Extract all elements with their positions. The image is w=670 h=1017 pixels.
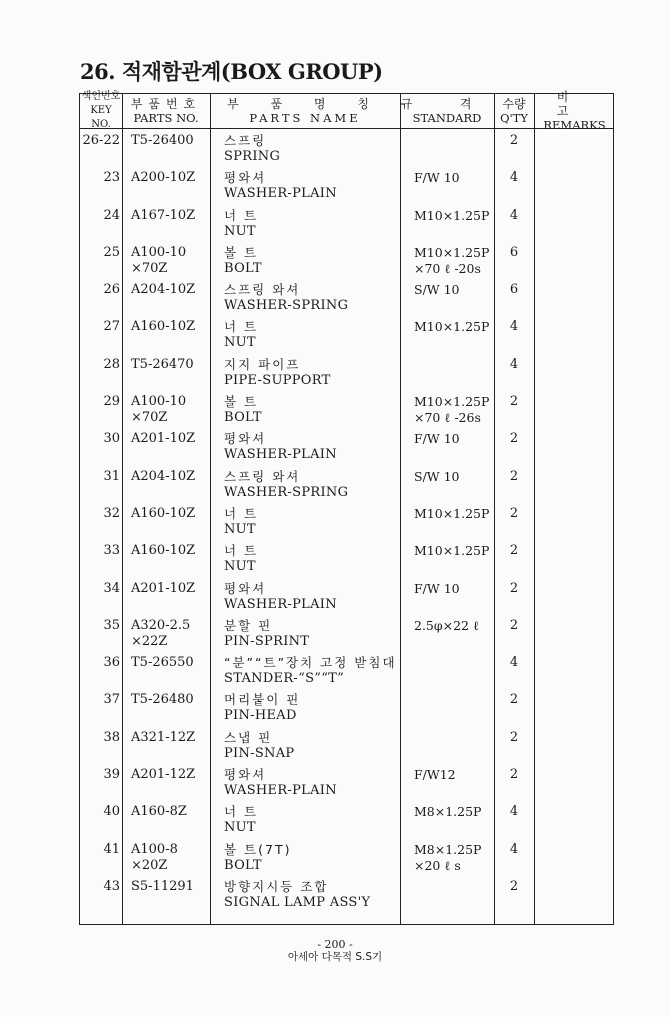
header-standard	[400, 94, 494, 128]
standard	[414, 506, 489, 522]
parts-name-ko: 스냅 핀	[224, 729, 273, 745]
key-no: 26	[103, 282, 120, 298]
parts-name-en: PIN-SNAP	[224, 745, 295, 761]
parts-no-line1: A167-10Z	[131, 207, 196, 223]
header-parts-no-ko: 부품번호	[130, 97, 202, 111]
parts-no-line1: T5-26400	[131, 133, 194, 148]
table-row	[80, 503, 613, 540]
header-key-no-ko: 색인번호	[81, 91, 121, 102]
parts-name-ko: 스프링	[224, 133, 267, 148]
parts-name-en: NUT	[224, 223, 256, 239]
table-row	[80, 354, 613, 391]
key-no: 37	[103, 692, 120, 708]
key-no: 30	[103, 431, 120, 447]
table-row	[80, 205, 613, 242]
parts-name	[224, 581, 337, 613]
quantity: 2	[509, 729, 519, 745]
parts-no-line1: A160-10Z	[131, 319, 196, 335]
table-row	[80, 316, 613, 353]
standard-line1: M8×1.25P	[414, 841, 482, 857]
standard-line1: S/W 10	[414, 282, 460, 298]
key-no: 32	[103, 505, 120, 521]
table-row	[80, 839, 613, 876]
page-footer	[0, 938, 670, 964]
standard-line1: M10×1.25P	[414, 505, 490, 521]
table-row	[80, 540, 613, 577]
parts-name	[224, 208, 258, 240]
parts-name-ko: 너 트	[224, 207, 259, 223]
parts-name-ko: 평와셔	[224, 170, 267, 186]
quantity: 2	[509, 133, 519, 148]
parts-name-en: PIN-SPRINT	[224, 633, 310, 649]
table-row	[80, 727, 613, 764]
parts-no	[131, 506, 195, 522]
parts-no	[131, 170, 195, 186]
header-standard-ko: 규 격	[400, 97, 494, 111]
parts-name-ko: “분”“트”장치 고정 받침대	[224, 655, 397, 671]
parts-name-ko: 스프링 와셔	[224, 468, 301, 484]
parts-name-ko: 지지 파이프	[224, 356, 301, 372]
parts-no	[131, 730, 195, 746]
quantity: 2	[509, 580, 519, 596]
header-key-no-en: KEY NO.	[90, 105, 112, 130]
parts-name-en: WASHER-PLAIN	[224, 186, 337, 202]
standard	[414, 842, 481, 874]
parts-name	[224, 133, 280, 165]
quantity: 2	[509, 431, 519, 447]
standard-line1: F/W 10	[414, 580, 460, 596]
parts-name	[224, 282, 348, 314]
parts-no-line1: A100-10	[131, 244, 187, 260]
parts-no	[131, 431, 195, 447]
parts-name-en: NUT	[224, 559, 256, 575]
header-parts-name-ko: 부 품 명 칭	[227, 97, 383, 111]
key-no: 29	[103, 394, 120, 410]
parts-no	[131, 842, 178, 874]
table-row	[80, 130, 613, 167]
parts-name-ko: 평와셔	[224, 431, 267, 447]
parts-name	[224, 431, 337, 463]
standard	[414, 804, 481, 820]
table-row	[80, 466, 613, 503]
parts-name-en: STANDER-“S”“T”	[224, 671, 345, 687]
key-no: 28	[103, 356, 120, 372]
key-no: 43	[103, 878, 120, 894]
table-row	[80, 652, 613, 689]
parts-name-ko: 스프링 와셔	[224, 282, 301, 298]
quantity: 6	[509, 282, 519, 298]
table-row	[80, 615, 613, 652]
parts-no-line1: A201-10Z	[131, 580, 196, 596]
parts-name	[224, 767, 337, 799]
parts-name-en: NUT	[224, 335, 256, 351]
standard	[414, 170, 460, 186]
parts-name	[224, 245, 262, 277]
parts-no	[131, 245, 186, 277]
parts-name	[224, 543, 258, 575]
header-parts-name-en: PARTS NAME	[249, 111, 361, 125]
parts-name-ko: 볼 트	[224, 244, 259, 260]
parts-no-line1: A201-10Z	[131, 431, 196, 447]
parts-no	[131, 469, 195, 485]
key-no: 36	[103, 655, 120, 671]
parts-no	[131, 804, 187, 820]
key-no: 35	[103, 617, 120, 633]
parts-name-en: PIPE-SUPPORT	[224, 372, 331, 388]
header-qty-ko: 수량	[502, 97, 526, 111]
standard-line1: F/W 10	[414, 431, 460, 447]
parts-name-en: BOLT	[224, 410, 262, 426]
parts-name-en: PIN-HEAD	[224, 708, 297, 724]
quantity: 2	[509, 617, 519, 633]
parts-no-line1: A160-10Z	[131, 543, 196, 559]
parts-name-ko: 평와셔	[224, 767, 267, 783]
header-qty-en: Q'TY	[500, 111, 528, 125]
parts-name-en: BOLT	[224, 260, 262, 276]
table-body	[80, 130, 613, 913]
parts-name	[224, 655, 397, 687]
parts-name-ko: 너 트	[224, 505, 259, 521]
parts-name-ko: 분할 핀	[224, 617, 273, 633]
parts-name-ko: 너 트	[224, 543, 259, 559]
parts-name-en: WASHER-SPRING	[224, 298, 349, 314]
table-row	[80, 578, 613, 615]
parts-name	[224, 357, 331, 389]
header-remarks-en: REMARKS	[543, 118, 606, 132]
parts-no	[131, 133, 194, 149]
key-no: 34	[103, 580, 120, 596]
parts-no-line2: ×22Z	[131, 633, 168, 649]
key-no: 33	[103, 543, 120, 559]
parts-name	[224, 469, 348, 501]
parts-name-en: BOLT	[224, 857, 262, 873]
quantity: 4	[509, 356, 519, 372]
parts-name-ko: 평와셔	[224, 580, 267, 596]
parts-no-line1: A204-10Z	[131, 468, 196, 484]
standard	[414, 394, 489, 426]
parts-no	[131, 655, 194, 671]
standard-line1: S/W 10	[414, 468, 460, 484]
parts-name	[224, 692, 300, 724]
standard-line1: F/W 10	[414, 170, 460, 186]
header-parts-name	[210, 94, 400, 128]
parts-name	[224, 170, 337, 202]
key-no: 26-22	[82, 133, 120, 148]
key-no: 27	[103, 319, 120, 335]
parts-name-ko: 너 트	[224, 804, 259, 820]
parts-no-line1: A100-8	[131, 841, 178, 857]
quantity: 4	[509, 655, 519, 671]
parts-no	[131, 357, 194, 373]
header-remarks-ko: 비 고	[556, 90, 593, 118]
quantity: 4	[509, 319, 519, 335]
parts-no-line2: ×70Z	[131, 410, 168, 426]
key-no: 25	[103, 244, 120, 260]
parts-name	[224, 319, 258, 351]
parts-name	[224, 842, 291, 874]
parts-name	[224, 394, 262, 426]
key-no: 38	[103, 729, 120, 745]
standard	[414, 543, 489, 559]
parts-no	[131, 282, 195, 298]
parts-table	[79, 90, 614, 925]
parts-no	[131, 692, 194, 708]
table-row	[80, 391, 613, 428]
table-row	[80, 764, 613, 801]
quantity: 2	[509, 394, 519, 410]
parts-no	[131, 879, 194, 895]
parts-name	[224, 879, 370, 911]
key-no: 40	[103, 804, 120, 820]
header-qty	[494, 94, 534, 128]
parts-no	[131, 543, 195, 559]
parts-name-ko: 머리붙이 핀	[224, 692, 301, 708]
parts-no-line1: T5-26550	[131, 655, 194, 671]
standard	[414, 581, 460, 597]
standard-line1: M10×1.25P	[414, 319, 490, 335]
parts-name	[224, 730, 294, 762]
parts-no-line1: A321-12Z	[131, 729, 196, 745]
page-number: - 200 -	[317, 938, 353, 951]
standard	[414, 431, 460, 447]
header-remarks	[534, 90, 615, 132]
parts-no-line1: A100-10	[131, 394, 187, 410]
parts-name-en: WASHER-PLAIN	[224, 783, 337, 799]
standard-line1: M10×1.25P	[414, 394, 490, 410]
parts-name-en: SPRING	[224, 149, 281, 164]
table-row	[80, 428, 613, 465]
parts-name-ko: 볼 트(7T)	[224, 841, 292, 857]
quantity: 2	[509, 767, 519, 783]
quantity: 6	[509, 244, 519, 260]
parts-no-line1: T5-26470	[131, 356, 194, 372]
header-parts-no-en: PARTS NO.	[133, 111, 199, 125]
header-key-no	[80, 91, 122, 130]
quantity: 2	[509, 878, 519, 894]
quantity: 2	[509, 505, 519, 521]
parts-no-line1: A201-12Z	[131, 767, 196, 783]
parts-no	[131, 618, 190, 650]
quantity: 2	[509, 468, 519, 484]
parts-name-ko: 볼 트	[224, 394, 259, 410]
parts-no	[131, 319, 195, 335]
quantity: 4	[509, 804, 519, 820]
parts-no-line2: ×70Z	[131, 260, 168, 276]
parts-no	[131, 394, 186, 426]
parts-name-en: WASHER-PLAIN	[224, 447, 337, 463]
parts-name-en: NUT	[224, 521, 256, 537]
parts-no	[131, 767, 195, 783]
parts-no-line1: A320-2.5	[131, 617, 191, 633]
key-no: 31	[103, 468, 120, 484]
table-row	[80, 242, 613, 279]
standard	[414, 319, 489, 335]
standard-line1: M10×1.25P	[414, 244, 490, 260]
quantity: 2	[509, 543, 519, 559]
parts-name	[224, 618, 309, 650]
standard-line2: ×70 ℓ -26s	[414, 410, 481, 426]
table-row	[80, 689, 613, 726]
parts-name-ko: 너 트	[224, 319, 259, 335]
key-no: 41	[103, 841, 120, 857]
parts-name-en: WASHER-PLAIN	[224, 596, 337, 612]
standard	[414, 208, 489, 224]
header-standard-en: STANDARD	[412, 111, 482, 125]
standard-line2: ×20 ℓ s	[414, 857, 461, 873]
standard-line2: ×70 ℓ -20s	[414, 260, 481, 276]
quantity: 4	[509, 207, 519, 223]
parts-name-en: SIGNAL LAMP ASS'Y	[224, 894, 371, 910]
table-row	[80, 167, 613, 204]
parts-no-line1: S5-11291	[131, 878, 194, 894]
key-no: 24	[103, 207, 120, 223]
parts-no-line1: T5-26480	[131, 692, 194, 708]
parts-name-en: NUT	[224, 820, 256, 836]
parts-name-en: WASHER-SPRING	[224, 484, 349, 500]
quantity: 4	[509, 170, 519, 186]
standard	[414, 245, 489, 277]
parts-no	[131, 581, 195, 597]
standard	[414, 282, 460, 298]
parts-name	[224, 804, 258, 836]
standard	[414, 767, 456, 783]
header-divider	[80, 128, 613, 129]
standard-line1: M10×1.25P	[414, 543, 490, 559]
quantity: 2	[509, 692, 519, 708]
parts-name-ko: 방향지시등 조합	[224, 878, 329, 894]
table-row	[80, 279, 613, 316]
standard-line1: M10×1.25P	[414, 207, 490, 223]
header-parts-no	[122, 94, 210, 128]
parts-no-line1: A200-10Z	[131, 170, 196, 186]
parts-name	[224, 506, 258, 538]
parts-no-line1: A160-10Z	[131, 505, 196, 521]
quantity: 4	[509, 841, 519, 857]
key-no: 39	[103, 767, 120, 783]
parts-no-line1: A204-10Z	[131, 282, 196, 298]
standard	[414, 469, 460, 485]
standard-line1: F/W12	[414, 767, 456, 783]
parts-no-line2: ×20Z	[131, 857, 168, 873]
table-row	[80, 876, 613, 913]
table-row	[80, 801, 613, 838]
parts-no	[131, 208, 195, 224]
standard-line1: 2.5φ×22 ℓ	[414, 617, 479, 633]
footer-subtitle: 아세아 다목적 S.S기	[287, 951, 383, 963]
key-no: 23	[103, 170, 120, 186]
standard-line1: M8×1.25P	[414, 804, 482, 820]
page-title: 26. 적재함관계(BOX GROUP)	[80, 59, 383, 84]
parts-no-line1: A160-8Z	[131, 804, 187, 820]
standard	[414, 618, 479, 634]
